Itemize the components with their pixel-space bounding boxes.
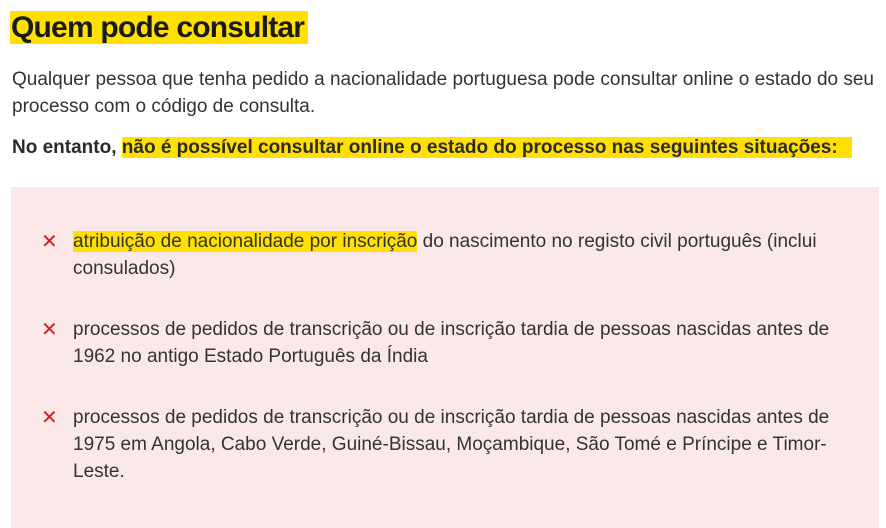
exceptions-box [11, 187, 879, 528]
page-title-text: Quem pode consultar [10, 11, 308, 44]
list-item-rest: do nascimento no registo civil português (inclui consulados) [73, 231, 817, 279]
note-paragraph [12, 134, 880, 161]
note-prefix: No entanto, [12, 137, 122, 158]
cross-icon: ✕ [41, 231, 58, 253]
cross-icon: ✕ [41, 407, 58, 429]
list-item-highlight: atribuição de nacionalidade por inscrição [73, 231, 418, 252]
intro-paragraph: Qualquer pessoa que tenha pedido a nacionalidade portuguesa pode consultar online o estado do seu processo com o código de consulta. [12, 69, 874, 117]
list-item-text: processos de pedidos de transcrição ou de inscrição tardia de pessoas nascidas antes de 1962 no antigo Estado Português da Índia [73, 319, 830, 367]
list-item-text: processos de pedidos de transcrição ou de inscrição tardia de pessoas nascidas antes de 1975 em Angola, Cabo Verde, Guiné-Bissau, Moçambique, São Tomé e Príncipe e Timor-Leste. [73, 407, 830, 482]
cross-icon: ✕ [41, 319, 58, 341]
note-highlight: não é possível consultar online o estado do processo nas seguintes situações: [122, 137, 852, 158]
list-item-text [73, 228, 833, 282]
page-title [10, 8, 308, 48]
